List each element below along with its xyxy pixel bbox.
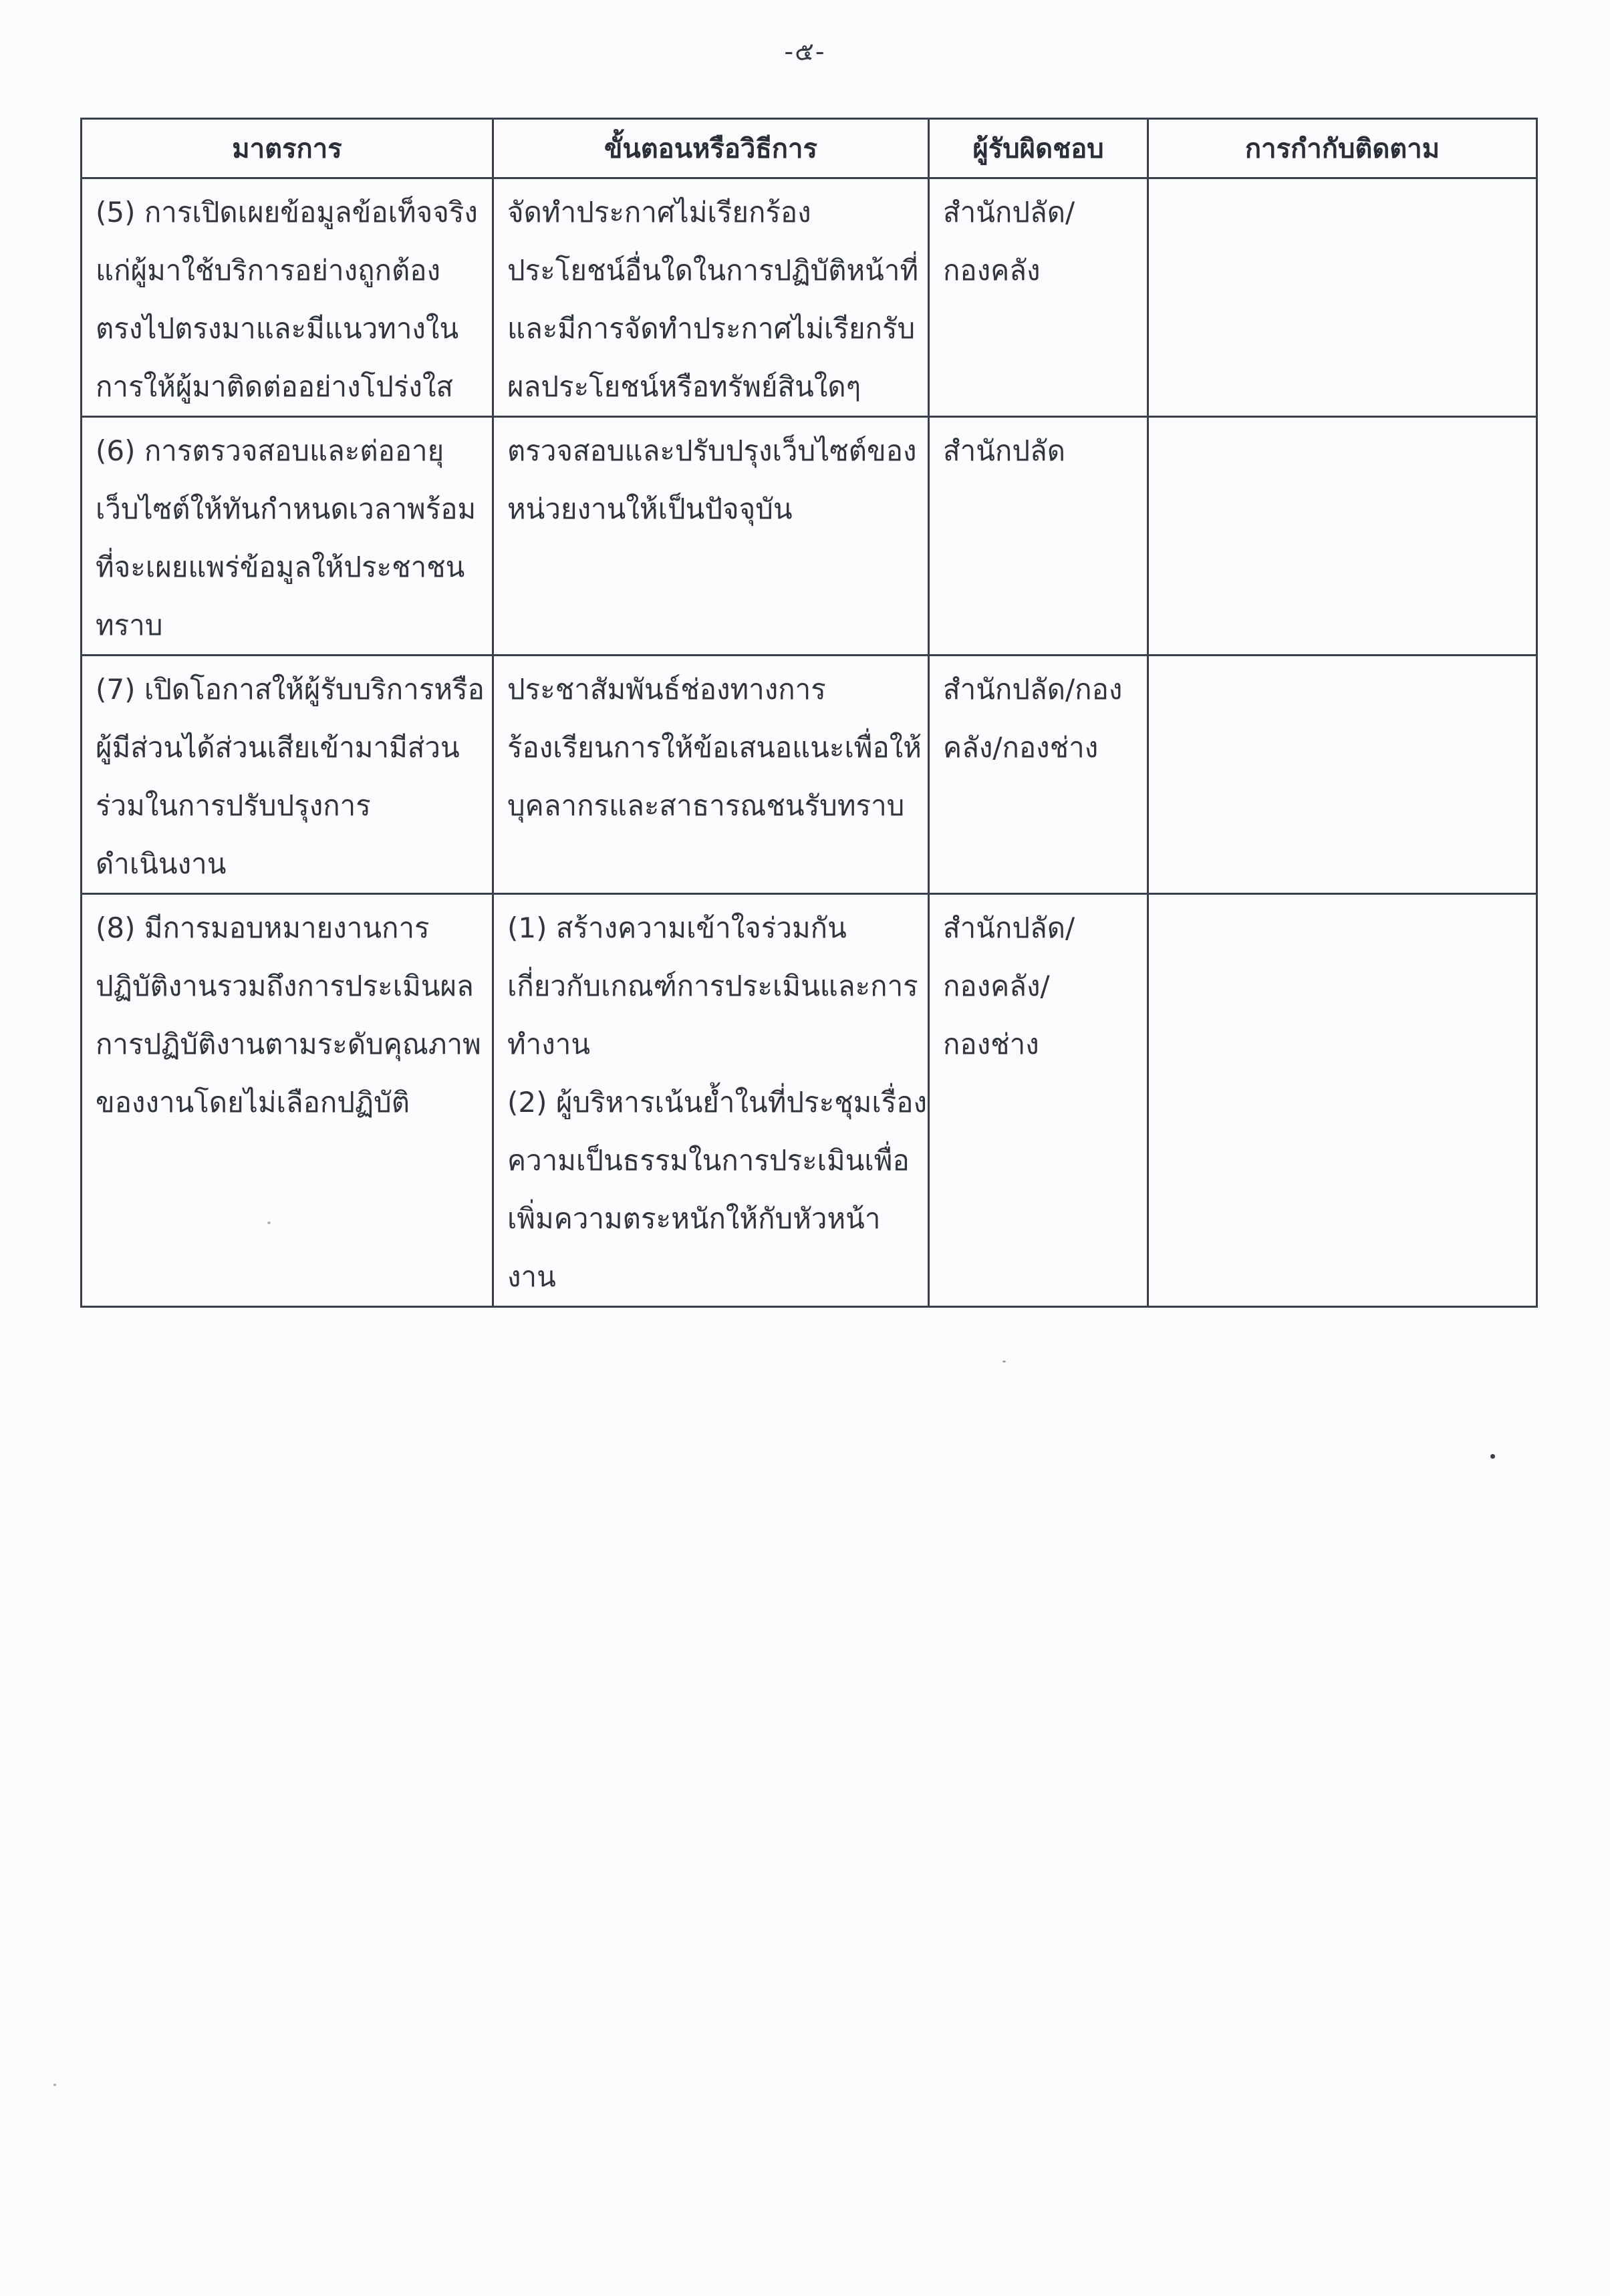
measure-cell: [82, 178, 493, 417]
procedure-line: ความเป็นธรรมในการประเมินเพื่อ: [507, 1144, 910, 1177]
measure-line: ตรงไปตรงมาและมีแนวทางใน: [96, 312, 459, 345]
table-header-row: [82, 119, 1537, 178]
measure-line: การปฏิบัติงานตามระดับคุณภาพ: [96, 1028, 481, 1060]
procedure-cell: [493, 656, 929, 894]
responsible-line: กองคลัง: [943, 254, 1041, 287]
responsible-cell: [929, 178, 1148, 417]
procedure-line: หน่วยงานให้เป็นปัจจุบัน: [507, 492, 793, 525]
measure-line: ทราบ: [96, 609, 163, 641]
measure-line: (6) การตรวจสอบและต่ออายุ: [96, 434, 444, 467]
page-number: -๕-: [784, 37, 826, 66]
measure-line: ดำเนินงาน: [96, 847, 227, 880]
measure-line: แก่ผู้มาใช้บริการอย่างถูกต้อง: [96, 254, 440, 287]
responsible-cell: [929, 656, 1148, 894]
measure-line: (7) เปิดโอกาสให้ผู้รับบริการหรือ: [96, 673, 485, 706]
procedure-line: ตรวจสอบและปรับปรุงเว็บไซต์ของ: [507, 434, 917, 467]
scan-speck: [1490, 1454, 1495, 1459]
procedure-line: ผลประโยชน์หรือทรัพย์สินใดๆ: [507, 370, 861, 403]
measure-cell: [82, 417, 493, 656]
procedure-line: ร้องเรียนการให้ข้อเสนอแนะเพื่อให้: [507, 731, 922, 764]
measures-table: [80, 118, 1538, 1308]
procedure-line: (2) ผู้บริหารเน้นย้ำในที่ประชุมเรื่อง: [507, 1086, 927, 1119]
responsible-line: คลัง/กองช่าง: [943, 731, 1099, 764]
responsible-line: กองคลัง/: [943, 970, 1050, 1002]
header-procedure: ขั้นตอนหรือวิธีการ: [493, 119, 929, 178]
responsible-line: สำนักปลัด: [943, 434, 1066, 467]
responsible-line: สำนักปลัด/: [943, 196, 1075, 229]
measure-line: (8) มีการมอบหมายงานการ: [96, 911, 430, 944]
responsible-cell: [929, 894, 1148, 1307]
procedure-cell: [493, 178, 929, 417]
measure-line: ปฏิบัติงานรวมถึงการประเมินผล: [96, 970, 474, 1002]
table-row: [82, 417, 1537, 656]
procedure-line: บุคลากรและสาธารณชนรับทราบ: [507, 789, 905, 822]
procedure-line: ทำงาน: [507, 1028, 591, 1060]
procedure-line: จัดทำประกาศไม่เรียกร้อง: [507, 196, 811, 229]
procedure-cell: [493, 417, 929, 656]
measure-cell: [82, 894, 493, 1307]
responsible-line: สำนักปลัด/กอง: [943, 673, 1123, 706]
monitoring-cell: [1148, 894, 1537, 1307]
measure-line: (5) การเปิดเผยข้อมูลข้อเท็จจริง: [96, 196, 478, 229]
responsible-line: สำนักปลัด/: [943, 911, 1075, 944]
table-row: [82, 656, 1537, 894]
table-row: [82, 178, 1537, 417]
header-responsible: ผู้รับผิดชอบ: [929, 119, 1148, 178]
responsible-cell: [929, 417, 1148, 656]
measure-line: ที่จะเผยแพร่ข้อมูลให้ประชาชน: [96, 551, 465, 583]
measure-cell: [82, 656, 493, 894]
responsible-line: กองช่าง: [943, 1028, 1039, 1060]
procedure-line: เกี่ยวกับเกณฑ์การประเมินและการ: [507, 970, 918, 1002]
procedure-cell: [493, 894, 929, 1307]
monitoring-cell: [1148, 656, 1537, 894]
procedure-line: และมีการจัดทำประกาศไม่เรียกรับ: [507, 312, 916, 345]
procedure-line: (1) สร้างความเข้าใจร่วมกัน: [507, 911, 847, 944]
measure-line: ร่วมในการปรับปรุงการ: [96, 789, 371, 822]
measure-line: ผู้มีส่วนได้ส่วนเสียเข้ามามีส่วน: [96, 731, 460, 764]
table-row: [82, 894, 1537, 1307]
scan-speck: [53, 2084, 56, 2086]
monitoring-cell: [1148, 178, 1537, 417]
header-monitoring: การกำกับติดตาม: [1148, 119, 1537, 178]
scan-speck: [267, 1222, 271, 1224]
monitoring-cell: [1148, 417, 1537, 656]
procedure-line: ประชาสัมพันธ์ช่องทางการ: [507, 673, 826, 706]
procedure-line: งาน: [507, 1260, 556, 1293]
measure-line: การให้ผู้มาติดต่ออย่างโปร่งใส: [96, 370, 454, 403]
measure-line: ของงานโดยไม่เลือกปฏิบัติ: [96, 1086, 410, 1119]
header-measure: มาตรการ: [82, 119, 493, 178]
measure-line: เว็บไซต์ให้ทันกำหนดเวลาพร้อม: [96, 492, 477, 525]
procedure-line: เพิ่มความตระหนักให้กับหัวหน้า: [507, 1202, 881, 1235]
scan-speck: [1002, 1360, 1006, 1362]
procedure-line: ประโยชน์อื่นใดในการปฏิบัติหน้าที่: [507, 254, 919, 287]
